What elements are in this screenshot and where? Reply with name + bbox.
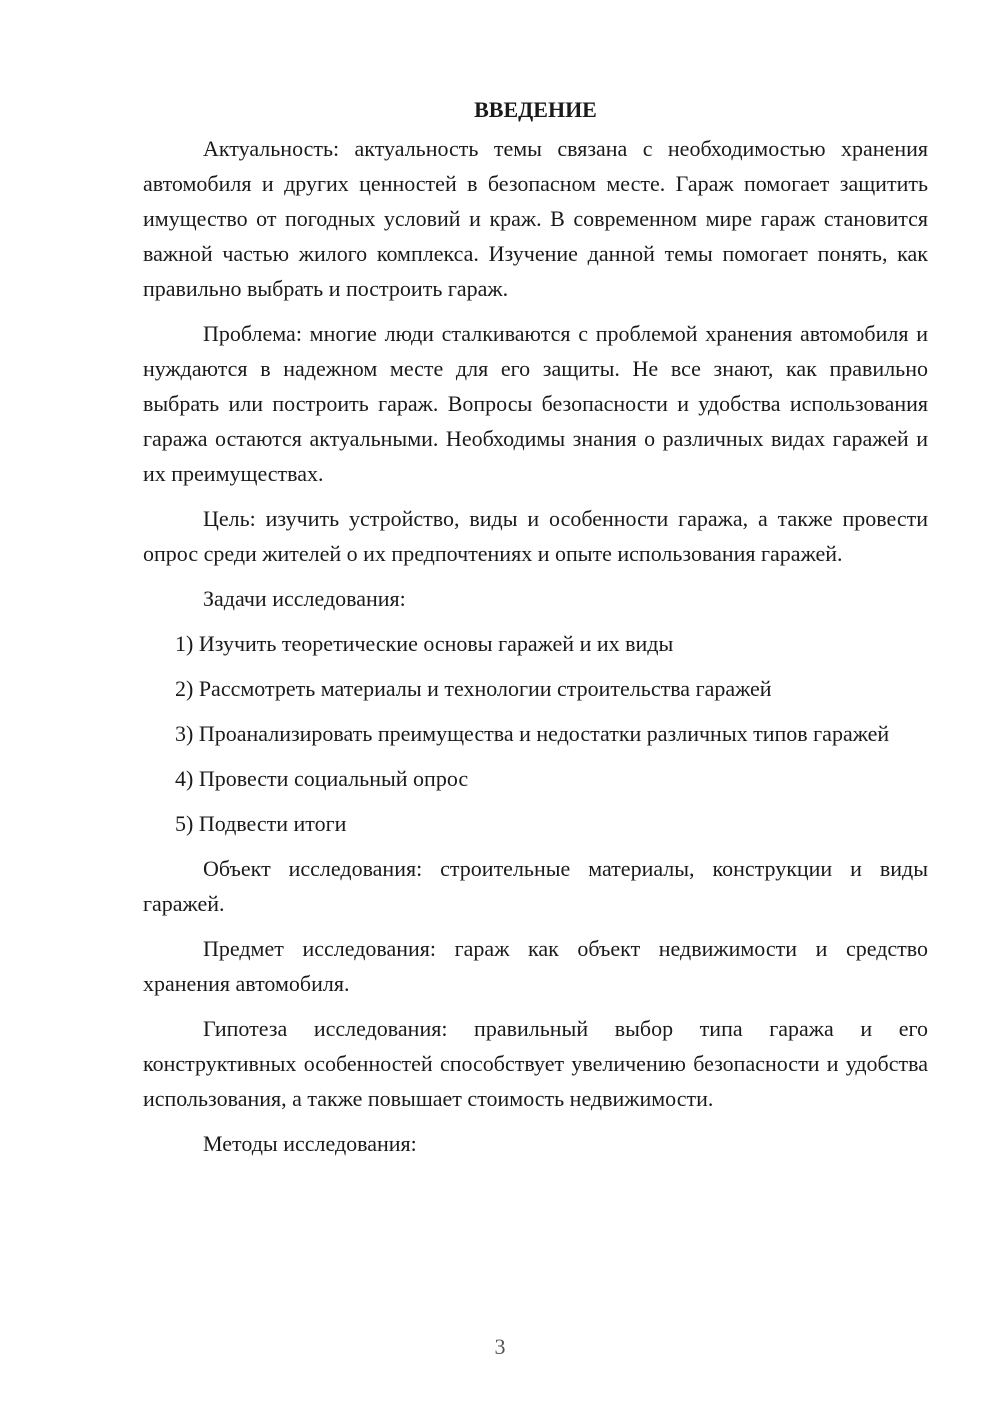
task-item-3: 3) Проанализировать преимущества и недостатки различных типов гаражей bbox=[175, 721, 890, 746]
paragraph-relevance: Актуальность: актуальность темы связана с необходимостью хранения автомобиля и других ценностей в безопасном месте. Гараж помогает защитить имущество от погодных условий и краж. В современном мире гараж становится важной частью жилого комплекса. Изучение данной темы помогает понять, как правильно выбрать и построить гараж. bbox=[143, 136, 928, 301]
page-number: 3 bbox=[494, 1334, 506, 1359]
paragraph-object: Объект исследования: строительные материалы, конструкции и виды гаражей. bbox=[143, 856, 928, 916]
task-item-4: 4) Провести социальный опрос bbox=[175, 766, 469, 791]
task-item-1: 1) Изучить теоретические основы гаражей и их виды bbox=[175, 631, 674, 656]
task-item-2: 2) Рассмотреть материалы и технологии строительства гаражей bbox=[175, 676, 772, 701]
paragraph-hypothesis: Гипотеза исследования: правильный выбор типа гаража и его конструктивных особенностей способствует увеличению безопасности и удобства использования, а также повышает стоимость недвижимости. bbox=[143, 1016, 928, 1111]
methods-heading: Методы исследования: bbox=[203, 1131, 417, 1156]
section-title: ВВЕДЕНИЕ bbox=[474, 97, 597, 122]
task-item-5: 5) Подвести итоги bbox=[175, 811, 347, 836]
tasks-heading: Задачи исследования: bbox=[203, 586, 406, 611]
paragraph-problem: Проблема: многие люди сталкиваются с проблемой хранения автомобиля и нуждаются в надежном месте для его защиты. Не все знают, как правильно выбрать или построить гараж. Вопросы безопасности и удобства использования гаража остаются актуальными. Необходимы знания о различных видах гаражей и их преимуществах. bbox=[143, 321, 928, 486]
paragraph-goal: Цель: изучить устройство, виды и особенности гаража, а также провести опрос среди жителей о их предпочтениях и опыте использования гаражей. bbox=[143, 506, 928, 566]
paragraph-subject: Предмет исследования: гараж как объект недвижимости и средство хранения автомобиля. bbox=[143, 936, 928, 996]
document-page bbox=[143, 92, 928, 1171]
